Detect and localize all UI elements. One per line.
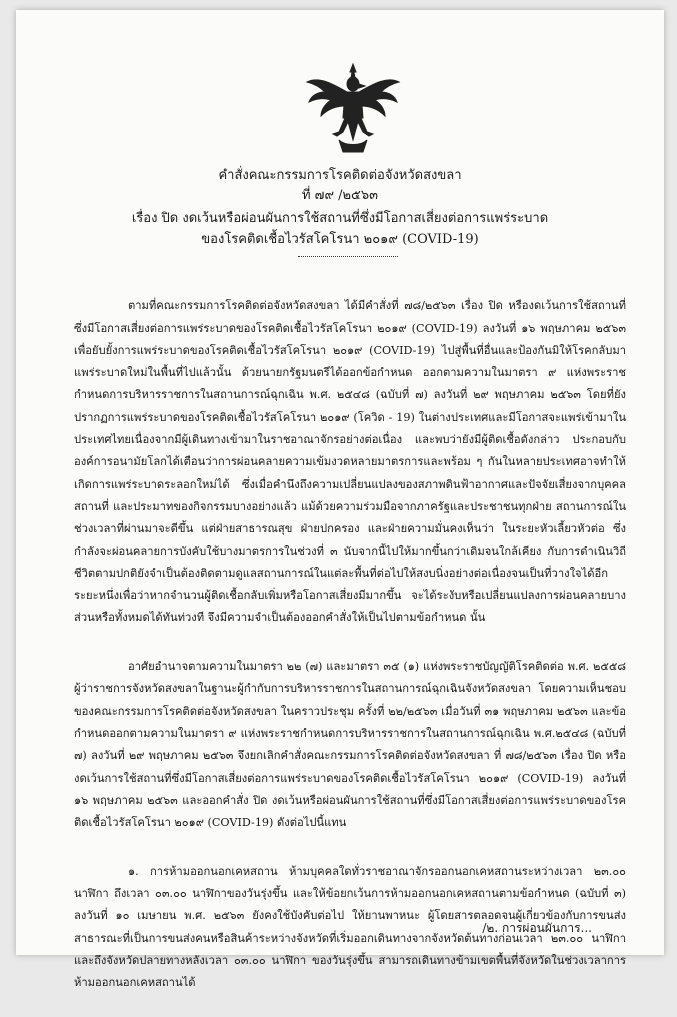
separator-line [298, 256, 398, 257]
paragraph-1: ตามที่คณะกรรมการโรคติดต่อจังหวัดสงขลา ได้มีคำสั่งที่ ๗๘/๒๕๖๓ เรื่อง ปิด หรืองดเว้นการใช้สถานที่ซึ่งมีโอกาสเสี่ยงต่อการแพร่ระบาดของโรคติดเชื้อไวรัสโคโรนา ๒๐๑๙ (COVID-19) ลงวันที่ ๑๖ พฤษภาคม ๒๕๖๓ เพื่อยับยั้งการแพร่ระบาดของโรคติดเชื้อไวรัสโคโรนา ๒๐๑๙ (COVID-19) ไปสู่พื้นที่อื่นและป้องกันมิให้โรคกลับมาแพร่ระบาดใหม่ในพื้นที่ไปแล้วนั้น ด้วยนายกรัฐมนตรีได้ออกข้อกำหนด ออกตามความในมาตรา ๙ แห่งพระราชกำหนดการบริหารราชการในสถานการณ์ฉุกเฉิน พ.ศ. ๒๕๔๘ (ฉบับที่ ๗) ลงวันที่ ๒๙ พฤษภาคม ๒๕๖๓ โดยที่ยังปรากฏการแพร่ระบาดของโรคติดเชื้อไวรัสโคโรนา ๒๐๑๙ (โควิด - 19) ในต่างประเทศและมีโอกาสจะแพร่เข้ามาในประเทศไทยเนื่องจากมีผู้เดินทางเข้ามาในราชอาณาจักรอย่างต่อเนื่อง และพบว่ายังมีผู้ติดเชื้อดังกล่าว ประกอบกับองค์การอนามัยโลกได้เตือนว่าการผ่อนคลายความเข้มงวดหลายมาตรการและพร้อม ๆ กันในหลายประเทศอาจทำให้เกิดการแพร่ระบาดระลอกใหม่ได้ ซึ่งเมื่อคำนึงถึงความเปลี่ยนแปลงของสภาพดินฟ้าอากาศและปัจจัยเสี่ยงจากบุคคล สถานที่ และประมาทของกิจกรรมบางอย่างแล้ว แม้ด้วยความร่วมมือจากภาครัฐและประชาชนทุกฝ่าย สถานการณ์ในช่วงเวลาที่ผ่านมาจะดีขึ้น แต่ฝ่ายสาธารณสุข ฝ่ายปกครอง และฝ่ายความมั่นคงเห็นว่า ในระยะหัวเลี้ยวหัวต่อ ซึ่งกำลังจะผ่อนคลายการบังคับใช้บางมาตรการในช่วงที่ ๓ นับจากนี้ไปให้มากขึ้นกว่าเดิมจนใกล้เคียง กับการดำเนินวิถีชีวิตตามปกติยังจำเป็นต้องติดตามดูแลสถานการณ์ในแต่ละพื้นที่ต่อไปให้สงบนิ่งอย่างต่อเนื่องจนเป็นที่วางใจได้อีกระยะหนึ่งเพื่อว่าหากจำนวนผู้ติดเชื้อกลับเพิ่มหรือโอกาสเสี่ยงมีมากขึ้น จะได้ระงับหรือเปลี่ยนแปลงการผ่อนคลายบางส่วนหรือทั้งหมดได้ทันท่วงที จึงมีความจำเป็นต้องออกคำสั่งให้เป็นไปตามข้อกำหนด นั้น [74, 299, 626, 625]
document-body [74, 273, 626, 1017]
subject-line-1: เรื่อง ปิด งดเว้นหรือผ่อนผันการใช้สถานที่ซึ่งมีโอกาสเสี่ยงต่อการแพร่ระบาด [131, 211, 549, 226]
order-number: ที่ ๗๙ /๒๕๖๓ [301, 188, 379, 203]
document-page [16, 10, 664, 990]
continuation-note: /๒. การผ่อนผันการ... [482, 921, 592, 935]
issuer-title: คำสั่งคณะกรรมการโรคติดต่อจังหวัดสงขลา [218, 168, 462, 183]
garuda-emblem-icon [303, 62, 403, 154]
subject-line-2: ของโรคติดเชื้อไวรัสโคโรนา ๒๐๑๙ (COVID-19) [201, 232, 479, 247]
paragraph-3: ๑. การห้ามออกนอกเคหสถาน ห้ามบุคคลใดทั่วราชอาณาจักรออกนอกเคหสถานระหว่างเวลา ๒๓.๐๐ นาฬิกา ถึงเวลา ๐๓.๐๐ นาฬิกาของวันรุ่งขึ้น และให้ข้อยกเว้นการห้ามออกนอกเคหสถานตามข้อกำหนด (ฉบับที่ ๓) ลงวันที่ ๑๐ เมษายน พ.ศ. ๒๕๖๓ ยังคงใช้บังคับต่อไป ให้ยานพาหนะ ผู้โดยสารตลอดจนผู้เกี่ยวข้องกับการขนส่งสาธารณะที่เป็นการขนส่งคนหรือสินค้าระหว่างจังหวัดที่เริ่มออกเดินทางจากจังหวัดต้นทางก่อนเวลา ๒๓.๐๐ นาฬิกา และถึงจังหวัดปลายทางหลังเวลา ๐๓.๐๐ นาฬิกา ของวันรุ่งขึ้น สามารถเดินทางข้ามเขตพื้นที่จังหวัดในช่วงเวลาการห้ามออกนอกเคหสถานได้ [74, 864, 626, 990]
paragraph-2: อาศัยอำนาจตามความในมาตรา ๒๒ (๗) และมาตรา ๓๕ (๑) แห่งพระราชบัญญัติโรคติดต่อ พ.ศ. ๒๕๕๘ ผู้ว่าราชการจังหวัดสงขลาในฐานะผู้กำกับการบริหารราชการในสถานการณ์ฉุกเฉินจังหวัดสงขลา โดยความเห็นชอบของคณะกรรมการโรคติดต่อจังหวัดสงขลา ในคราวประชุม ครั้งที่ ๒๒/๒๕๖๓ เมื่อวันที่ ๓๑ พฤษภาคม ๒๕๖๓ และข้อกำหนดออกตามความในมาตรา ๙ แห่งพระราชกำหนดการบริหารราชการในสถานการณ์ฉุกเฉิน พ.ศ.๒๕๔๘ (ฉบับที่ ๗) ลงวันที่ ๒๙ พฤษภาคม ๒๕๖๓ จึงยกเลิกคำสั่งคณะกรรมการโรคติดต่อจังหวัดสงขลา ที่ ๗๘/๒๕๖๓ เรื่อง ปิด หรืองดเว้นการใช้สถานที่ซึ่งมีโอกาสเสี่ยงต่อการแพร่ระบาดของโรคติดเชื้อไวรัสโคโรนา ๒๐๑๙ (COVID-19) ลงวันที่ ๑๖ พฤษภาคม ๒๕๖๓ และออกคำสั่ง ปิด งดเว้นหรือผ่อนผันการใช้สถานที่ซึ่งมีโอกาสเสี่ยงต่อการแพร่ระบาดของโรคติดเชื้อไวรัสโคโรนา ๒๐๑๙ (COVID-19) ดังต่อไปนี้แทน [74, 660, 626, 830]
